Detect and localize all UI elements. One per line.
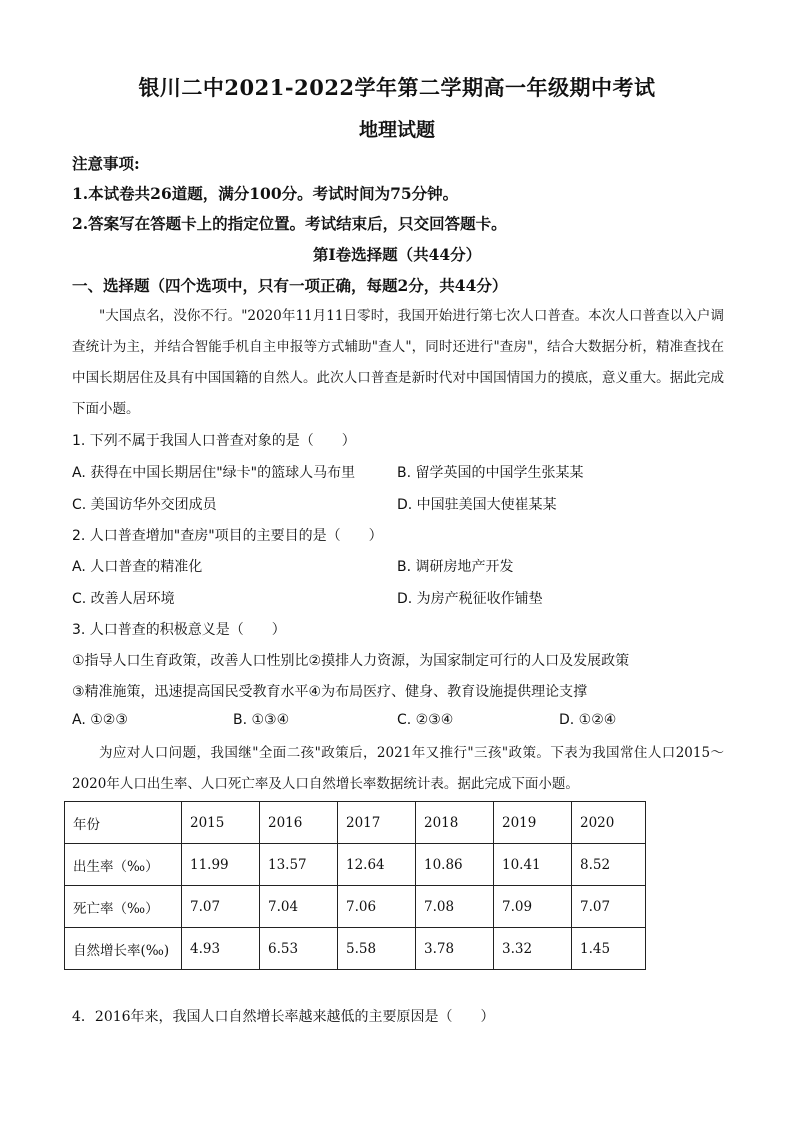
table-cell: 7.06 xyxy=(338,886,416,928)
table-cell: 11.99 xyxy=(182,844,260,886)
table-cell: 2015 xyxy=(182,802,260,844)
table-cell: 7.07 xyxy=(572,886,646,928)
table-cell: 1.45 xyxy=(572,928,646,970)
subject-title: 地理试题 xyxy=(358,119,435,141)
question-2-option-b: B. 调研房地产开发 xyxy=(397,559,514,575)
question-3-option-d: D. ①②④ xyxy=(559,712,617,728)
question-3-option-b: B. ①③④ xyxy=(233,712,290,728)
table-cell: 7.09 xyxy=(494,886,572,928)
table-cell: 4.93 xyxy=(182,928,260,970)
passage-2: 为应对人口问题，我国继"全面二孩"政策后，2021年又推行"三孩"政策。下表为我国常住人口2015～2020年人口出生率、人口死亡率及人口自然增长率数据统计表。据此完成下面小题。 xyxy=(72,745,724,792)
table-cell: 3.78 xyxy=(416,928,494,970)
notice-heading: 注意事项: xyxy=(72,154,140,173)
table-cell: 10.86 xyxy=(416,844,494,886)
question-1-option-c: C. 美国访华外交团成员 xyxy=(72,497,217,513)
section-title: 一、选择题（四个选项中，只有一项正确，每题2分，共44分） xyxy=(72,276,508,295)
table-cell: 12.64 xyxy=(338,844,416,886)
table-cell: 3.32 xyxy=(494,928,572,970)
question-2-stem: 2. 人口普查增加"查房"项目的主要目的是（ ） xyxy=(72,528,383,544)
table-cell: 6.53 xyxy=(260,928,338,970)
table-row xyxy=(65,844,646,886)
notice-item-2: 2.答案写在答题卡上的指定位置。考试结束后，只交回答题卡。 xyxy=(72,214,507,233)
table-cell: 7.07 xyxy=(182,886,260,928)
part-title: 第Ⅰ卷选择题（共44分） xyxy=(312,245,482,264)
table-header-row xyxy=(65,802,646,844)
question-2-option-c: C. 改善人居环境 xyxy=(72,591,175,607)
table-row xyxy=(65,886,646,928)
table-cell: 5.58 xyxy=(338,928,416,970)
passage-1: "大国点名，没你不行。"2020年11月11日零时，我国开始进行第七次人口普查。本次人口普查以入户调查统计为主，并结合智能手机自主申报等方式辅助"查人"，同时还进行"查房"，结合大数据分析，精准查找在中国长期居住及具有中国国籍的自然人。此次人口普查是新时代对中国国情国力的摸底，意义重大。据此完成下面小题。 xyxy=(72,308,724,417)
table-cell: 7.08 xyxy=(416,886,494,928)
table-cell: 2020 xyxy=(572,802,646,844)
table-cell: 出生率（‰） xyxy=(65,844,182,886)
question-2-option-a: A. 人口普查的精准化 xyxy=(72,559,203,575)
question-3-statement-2: ③精准施策，迅速提高国民受教育水平④为布局医疗、健身、教育设施提供理论支撑 xyxy=(72,684,588,700)
table-cell: 2017 xyxy=(338,802,416,844)
exam-title: 银川二中2021-2022学年第二学期高一年级期中考试 xyxy=(138,75,656,100)
table-cell: 7.04 xyxy=(260,886,338,928)
question-1-option-d: D. 中国驻美国大使崔某某 xyxy=(397,497,557,513)
table-cell: 13.57 xyxy=(260,844,338,886)
table-cell: 自然增长率(‰) xyxy=(65,928,182,970)
question-1-option-b: B. 留学英国的中国学生张某某 xyxy=(397,465,584,481)
notice-item-1: 1.本试卷共26道题，满分100分。考试时间为75分钟。 xyxy=(72,184,459,203)
table-cell: 2018 xyxy=(416,802,494,844)
question-1-option-a: A. 获得在中国长期居住"绿卡"的篮球人马布里 xyxy=(72,465,356,481)
question-3-option-a: A. ①②③ xyxy=(72,712,128,728)
question-3-stem: 3. 人口普查的积极意义是（ ） xyxy=(72,622,286,638)
question-3-statement-1: ①指导人口生育政策，改善人口性别比②摸排人力资源，为国家制定可行的人口及发展政策 xyxy=(72,653,630,669)
question-1-stem: 1. 下列不属于我国人口普查对象的是（ ） xyxy=(72,433,356,449)
table-row xyxy=(65,928,646,970)
population-stats-table xyxy=(64,801,646,970)
table-cell: 年份 xyxy=(65,802,182,844)
table-cell: 死亡率（‰） xyxy=(65,886,182,928)
question-3-option-c: C. ②③④ xyxy=(397,712,454,728)
table-cell: 10.41 xyxy=(494,844,572,886)
table-cell: 8.52 xyxy=(572,844,646,886)
question-2-option-d: D. 为房产税征收作铺垫 xyxy=(397,591,543,607)
table-cell: 2016 xyxy=(260,802,338,844)
question-4-stem: 4．2016年来，我国人口自然增长率越来越低的主要原因是（ ） xyxy=(72,1009,495,1025)
table-cell: 2019 xyxy=(494,802,572,844)
